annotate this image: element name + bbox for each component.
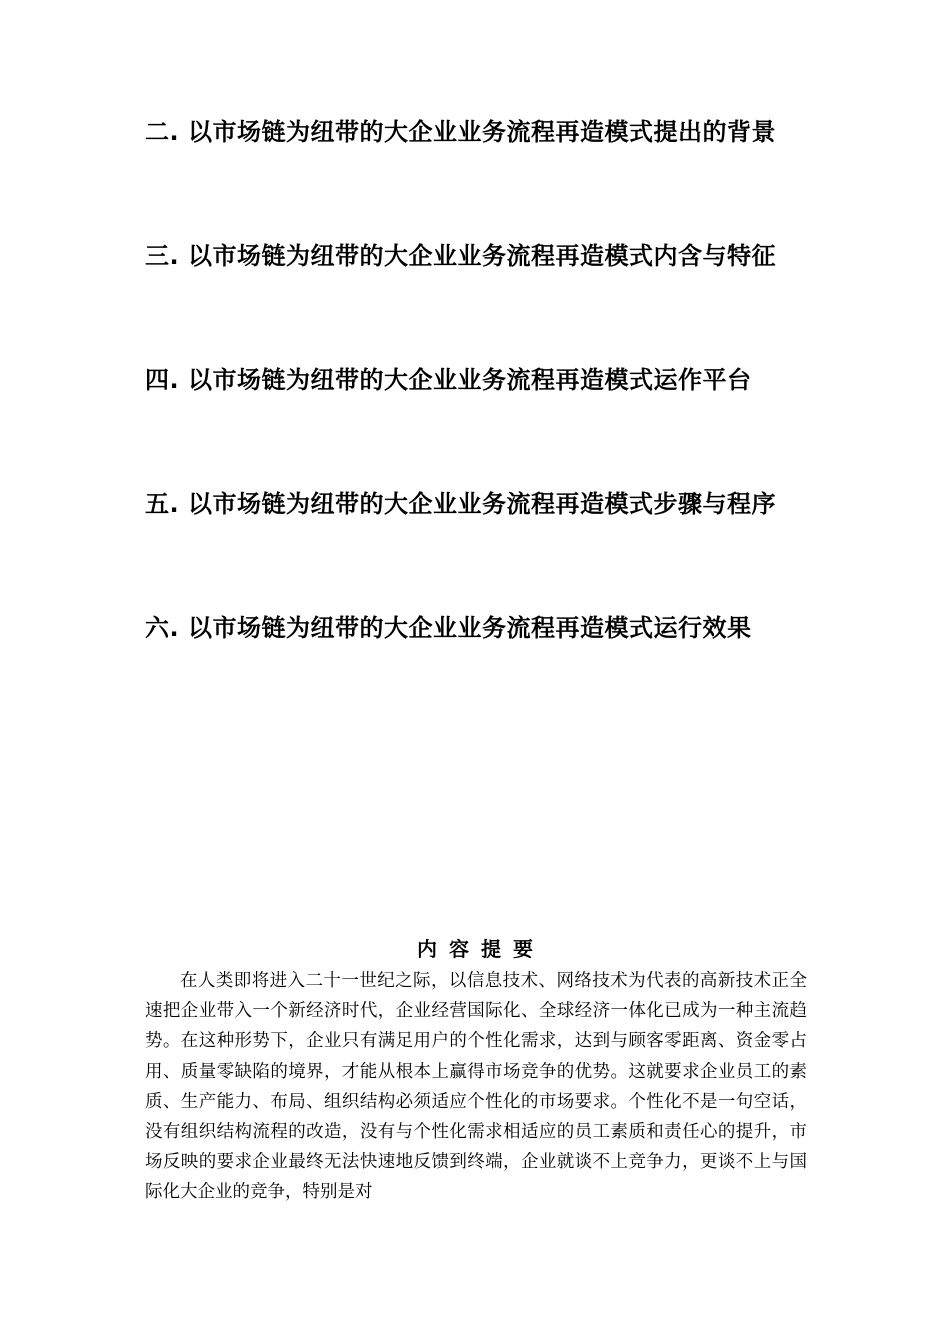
section-heading-3: 三. 以市场链为纽带的大企业业务流程再造模式内含与特征 xyxy=(145,242,776,270)
summary-body: 在人类即将进入二十一世纪之际，以信息技术、网络技术为代表的高新技术正全速把企业带入一个新经济时代，企业经营国际化、全球经济一体化已成为一种主流趋势。在这种形势下，企业只有满足用户的个性化需求，达到与顾客零距离、资金零占用、质量零缺陷的境界，才能从根本上赢得市场竞争的优势。这就要求企业员工的素质、生产能力、布局、组织结构必须适应个性化的市场要求。个性化不是一句空话，没有组织结构流程的改造，没有与个性化需求相适应的员工素质和责任心的提升，市场反映的要求企业最终无法快速地反馈到终端，企业就谈不上竞争力，更谈不上与国际化大企业的竞争，特别是对 xyxy=(145,971,807,1203)
section-heading-6: 六. 以市场链为纽带的大企业业务流程再造模式运行效果 xyxy=(145,614,752,642)
section-heading-5: 五. 以市场链为纽带的大企业业务流程再造模式步骤与程序 xyxy=(145,490,776,518)
section-heading-2: 二. 以市场链为纽带的大企业业务流程再造模式提出的背景 xyxy=(145,118,776,146)
section-heading-4: 四. 以市场链为纽带的大企业业务流程再造模式运作平台 xyxy=(145,366,752,394)
summary-title: 内容提要 xyxy=(417,937,545,961)
